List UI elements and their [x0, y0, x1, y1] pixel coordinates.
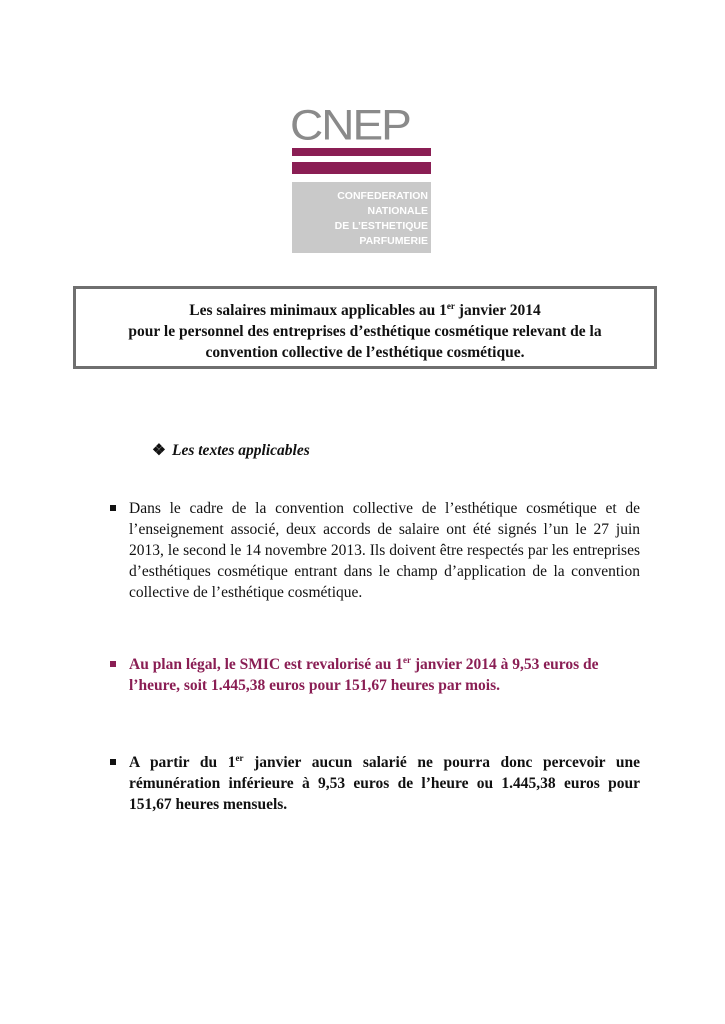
square-bullet-icon — [110, 505, 116, 511]
logo-name-box — [292, 182, 431, 253]
logo-line-1: CONFEDERATION — [337, 190, 428, 202]
diamond-star-icon: ❖ — [152, 442, 166, 459]
title-line-1-text: Les salaires minimaux applicables au 1 — [189, 302, 447, 319]
bullet-3-text — [129, 752, 640, 815]
logo-line-4: PARFUMERIE — [359, 235, 428, 247]
logo-accent-bar-bottom — [292, 162, 431, 174]
bullet-3-superscript: er — [235, 752, 244, 763]
bullet-3-text-start: A partir du 1 — [129, 754, 236, 771]
document-title-box — [73, 286, 657, 369]
bullet-1-text: Dans le cadre de la convention collective de l’esthétique cosmétique et de l’enseignement associé, deux accords de salaire ont été signés l’un le 27 juin 2013, le second le 14 novembre 2013. Ils doivent être respectés par les entreprises d’esthétiques cosmétique entrant dans le champ d’application de la convention collective de l’esthétique cosmétique. — [129, 500, 640, 601]
title-superscript: er — [446, 300, 455, 311]
list-item — [110, 654, 640, 696]
title-line-1 — [76, 300, 654, 321]
bullet-2-text — [129, 654, 640, 696]
logo-wordmark: CNEP — [290, 100, 410, 149]
title-line-1-date: janvier 2014 — [454, 302, 541, 319]
square-bullet-icon — [110, 661, 116, 667]
section-heading-text: Les textes applicables — [172, 442, 310, 459]
cnep-logo — [290, 100, 432, 247]
title-line-3: convention collective de l’esthétique cosmétique. — [205, 344, 525, 361]
list-item — [110, 752, 640, 815]
square-bullet-icon — [110, 759, 116, 765]
bullet-2-text-start: Au plan légal, le SMIC est revalorisé au 1 — [129, 656, 403, 673]
section-heading — [152, 440, 310, 462]
list-item — [110, 498, 640, 603]
bullet-2-text-end: janvier 2014 à 9,53 euros de l’heure, soit 1.445,38 euros pour 151,67 heures par mois. — [129, 656, 599, 694]
title-line-2: pour le personnel des entreprises d’esthétique cosmétique relevant de la — [128, 323, 602, 340]
logo-line-2: NATIONALE — [367, 205, 428, 217]
logo-accent-bar-top — [292, 148, 431, 156]
bullet-3-text-end: janvier aucun salarié ne pourra donc percevoir une rémunération inférieure à 9,53 euros de l’heure ou 1.445,38 euros pour 151,67 heures mensuels. — [129, 754, 641, 813]
bullet-2-superscript: er — [402, 654, 411, 665]
logo-line-3: DE L’ESTHETIQUE — [334, 220, 428, 232]
